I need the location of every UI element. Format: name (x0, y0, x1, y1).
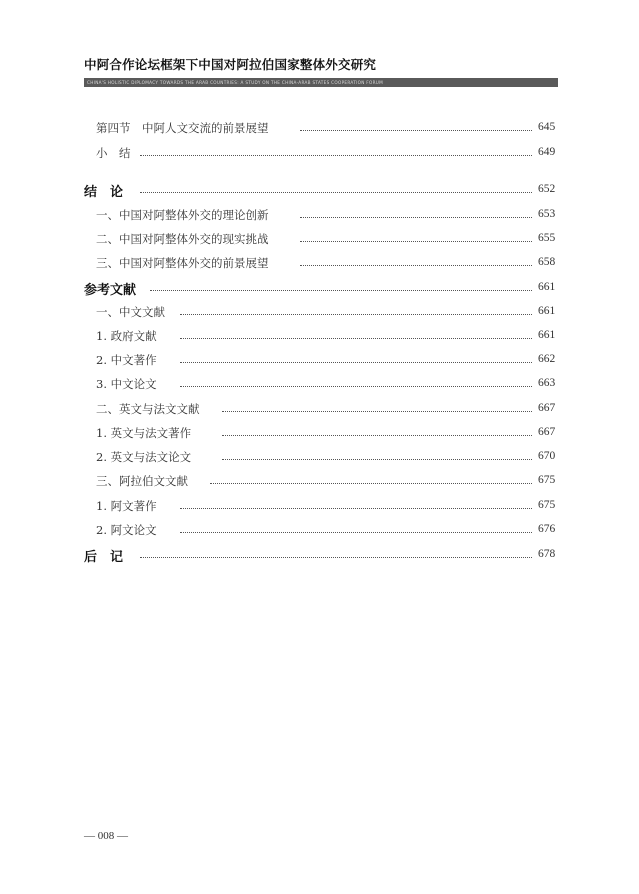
toc-entry-label: 2. 英文与法文论文 (96, 450, 192, 464)
toc-entry-page: 655 (538, 232, 556, 244)
toc-entry-page: 667 (538, 426, 556, 438)
toc-entry-challenges[interactable] (0, 229, 639, 249)
toc-chapter-label: 结 论 (84, 184, 124, 200)
running-header (84, 55, 558, 87)
toc-entry-page: 662 (538, 353, 556, 365)
toc-entry-arabic-literature[interactable] (0, 471, 639, 491)
toc-entry-page: 652 (538, 183, 556, 195)
toc-entry-page: 676 (538, 523, 556, 535)
toc-entry-label: 1. 英文与法文著作 (96, 426, 192, 440)
toc-entry-government-docs[interactable] (0, 326, 639, 346)
toc-entry-references[interactable] (0, 278, 639, 298)
toc-entry-page: 645 (538, 121, 556, 133)
toc-leader-dots (180, 313, 532, 315)
toc-leader-dots (222, 434, 532, 436)
toc-entry-conclusion[interactable] (0, 180, 639, 200)
toc-leader-dots (140, 556, 532, 558)
toc-entry-label: 一、中文文献 (96, 305, 165, 319)
toc-entry-english-french-books[interactable] (0, 423, 639, 443)
toc-entry-summary[interactable] (0, 143, 639, 163)
toc-entry-label: 三、中国对阿整体外交的前景展望 (96, 256, 269, 270)
toc-entry-prospects[interactable] (0, 253, 639, 273)
toc-entry-page: 649 (538, 146, 556, 158)
toc-entry-label: 二、中国对阿整体外交的现实挑战 (96, 232, 269, 246)
toc-entry-label: 1. 政府文献 (96, 329, 157, 343)
toc-entry-afterword[interactable] (0, 545, 639, 565)
toc-chapter-label: 参考文献 (84, 282, 137, 298)
toc-entry-label: 小 结 (96, 146, 131, 160)
toc-entry-page: 661 (538, 281, 556, 293)
toc-leader-dots (180, 531, 532, 533)
toc-entry-page: 675 (538, 474, 556, 486)
toc-entry-page: 661 (538, 329, 556, 341)
toc-entry-label: 2. 中文著作 (96, 353, 157, 367)
toc-entry-english-french-literature[interactable] (0, 399, 639, 419)
toc-leader-dots (300, 129, 532, 131)
toc-chapter-label: 后 记 (84, 549, 124, 565)
toc-entry-label: 三、阿拉伯文文献 (96, 474, 188, 488)
toc-entry-page: 667 (538, 402, 556, 414)
toc-leader-dots (210, 482, 532, 484)
toc-entry-page: 658 (538, 256, 556, 268)
header-subtitle-band: CHINA'S HOLISTIC DIPLOMACY TOWARDS THE ARAB COUNTRIES: A STUDY ON THE CHINA-ARAB STATES COOPERATION FORUM (84, 78, 558, 87)
toc-entry-section-4[interactable] (0, 118, 639, 138)
toc-leader-dots (140, 191, 532, 193)
toc-entry-page: 663 (538, 377, 556, 389)
toc-entry-page: 653 (538, 208, 556, 220)
toc-entry-label: 二、英文与法文文献 (96, 402, 200, 416)
toc-leader-dots (150, 289, 532, 291)
toc-entry-label: 一、中国对阿整体外交的理论创新 (96, 208, 269, 222)
page-number: — 008 — (84, 830, 128, 842)
toc-entry-page: 678 (538, 548, 556, 560)
toc-leader-dots (180, 385, 532, 387)
toc-entry-arabic-papers[interactable] (0, 520, 639, 540)
toc-entry-english-french-papers[interactable] (0, 447, 639, 467)
toc-entry-label: 第四节 中阿人文交流的前景展望 (96, 121, 269, 135)
book-title: 中阿合作论坛框架下中国对阿拉伯国家整体外交研究 (84, 57, 377, 72)
toc-leader-dots (222, 410, 532, 412)
toc-entry-chinese-books[interactable] (0, 350, 639, 370)
toc-leader-dots (140, 154, 532, 156)
toc-leader-dots (180, 337, 532, 339)
toc-entry-chinese-literature[interactable] (0, 302, 639, 322)
toc-leader-dots (300, 240, 532, 242)
toc-leader-dots (180, 361, 532, 363)
toc-entry-page: 670 (538, 450, 556, 462)
toc-leader-dots (300, 264, 532, 266)
toc-entry-label: 2. 阿文论文 (96, 523, 157, 537)
toc-entry-theory[interactable] (0, 205, 639, 225)
toc-leader-dots (300, 216, 532, 218)
toc-entry-page: 675 (538, 499, 556, 511)
toc-entry-arabic-books[interactable] (0, 496, 639, 516)
toc-entry-chinese-papers[interactable] (0, 374, 639, 394)
toc-entry-label: 1. 阿文著作 (96, 499, 157, 513)
toc-entry-page: 661 (538, 305, 556, 317)
toc-entry-label: 3. 中文论文 (96, 377, 157, 391)
toc-leader-dots (180, 507, 532, 509)
toc-leader-dots (222, 458, 532, 460)
